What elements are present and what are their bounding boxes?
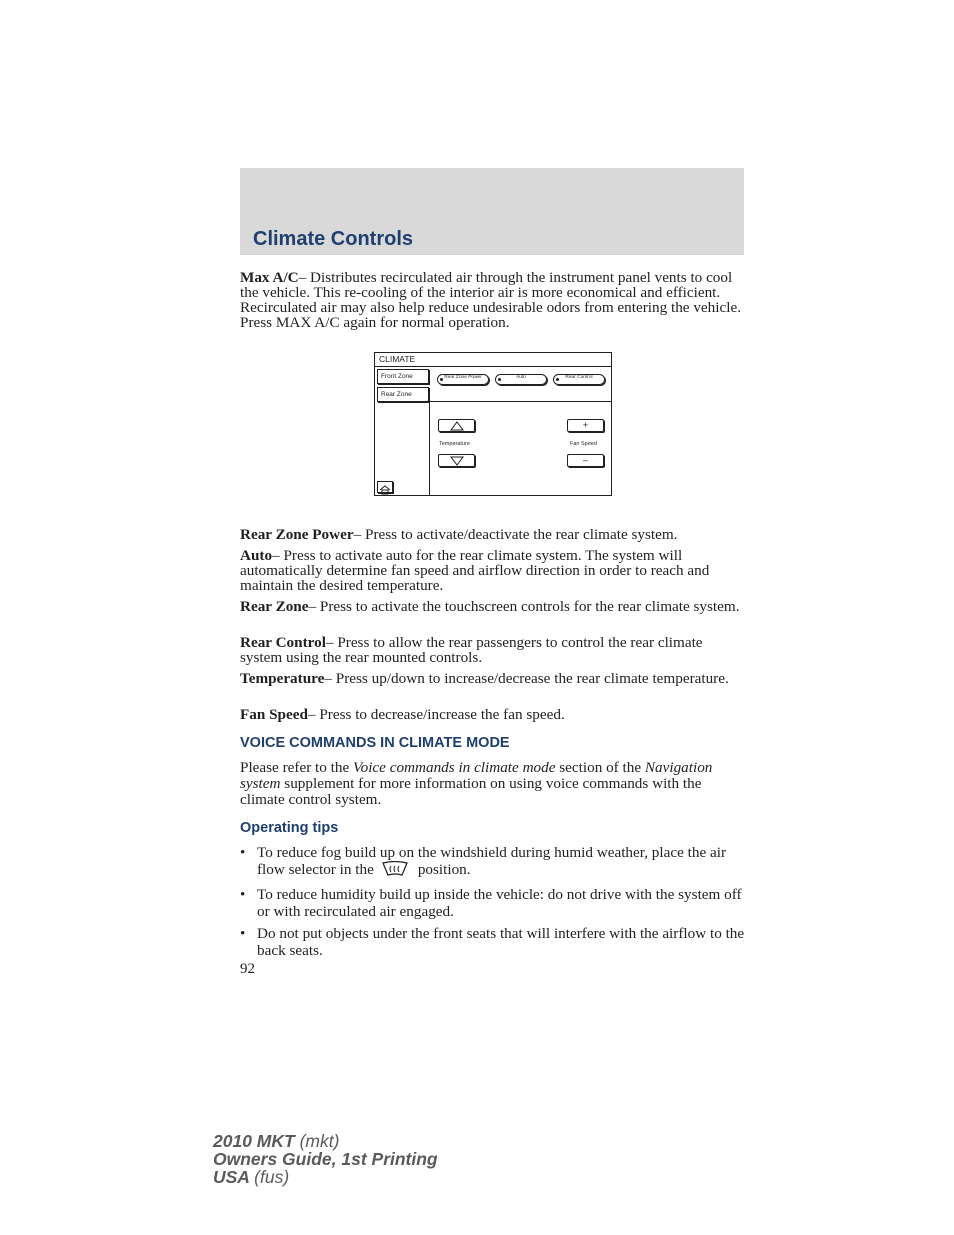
fan-speed-label: Fan Speed [570,441,597,447]
intro-term: Max A/C [240,269,299,286]
definition-text: – Press up/down to increase/decrease the rear climate temperature. [324,670,729,687]
bullet-dot: • [240,925,246,942]
term: Rear Zone Power [240,526,354,543]
fan-speed-plus-button: + [567,419,604,432]
text: Please refer to the [240,759,354,776]
tab-rear-zone: Rear Zone [377,387,429,402]
footer-model-code: (mkt) [299,1131,340,1151]
section-title: Climate Controls [253,228,414,250]
screen-title-divider [375,366,611,367]
footer-region-code: (fus) [254,1167,290,1187]
definition-auto [240,548,745,593]
auto-label: Auto [516,375,526,380]
intro-text: – Distributes recirculated air through the instrument panel vents to cool the vehicle. This re-cooling of the interior air is more economical and efficient. Recirculated air may also help reduce undesirable odors from entering the vehicle. Press MAX A/C again for normal operation. [240,269,741,331]
tab-front-zone: Front Zone [377,369,429,384]
tip-text: Do not put objects under the front seats that will interfere with the airflow to the back seats. [257,925,745,959]
tip-text [257,844,745,878]
footer-edition [213,1132,438,1186]
tip-text-part: To reduce fog build up on the windshield during humid weather, place the air flow selector in the [257,844,727,878]
footer-region: USA [213,1167,255,1187]
intro-paragraph [240,270,745,330]
windshield-defrost-icon [380,861,410,877]
voice-commands-heading: VOICE COMMANDS IN CLIMATE MODE [240,735,510,751]
definition-rear-zone-power [240,527,745,542]
definition-text: – Press to decrease/increase the fan speed. [307,706,565,723]
footer-model: 2010 MKT [213,1131,300,1151]
definition-temperature [240,671,745,686]
definition-rear-zone [240,599,745,614]
page-number: 92 [240,961,255,977]
term: Rear Control [240,634,326,651]
rear-control-label: Rear Control [565,375,593,380]
bullet-dot: • [240,844,246,861]
home-button [377,481,393,493]
footer-line-1 [213,1132,438,1150]
tip-text-part: position. [417,861,471,878]
triangle-up-icon [450,421,464,431]
definition-fan-speed [240,707,745,722]
definition-text: – Press to activate auto for the rear climate system. The system will automatically determine fan speed and airflow direction in order to reach and maintain the desired temperature. [240,547,710,594]
italic-ref: Voice commands in climate mode [353,759,556,776]
temperature-label: Temperature [439,441,470,447]
term: Auto [240,547,273,564]
indicator-led [440,378,443,381]
footer-line-2: Owners Guide, 1st Printing [213,1149,438,1169]
definition-text: – Press to allow the rear passengers to control the rear climate system using the rear mounted controls. [240,634,703,666]
indicator-led [498,378,501,381]
rear-zone-power-label: Rear Zone Power [444,375,482,380]
triangle-down-icon [450,456,464,466]
term: Rear Zone [240,598,309,615]
definition-rear-control [240,635,745,665]
definition-text: – Press to activate the touchscreen controls for the rear climate system. [308,598,740,615]
indicator-led [556,378,559,381]
definition-text: – Press to activate/deactivate the rear climate system. [353,526,678,543]
temperature-up-button [438,419,475,432]
voice-commands-paragraph [240,760,745,808]
rear-control-button [553,374,605,385]
climate-screen-figure [374,352,612,496]
home-icon [378,485,392,495]
panel-top-border [429,401,611,402]
italic-ref: Navigation system [240,759,713,792]
text: section of the [555,759,645,776]
bullet-dot: • [240,886,246,903]
fan-speed-minus-button: – [567,454,604,467]
auto-button [495,374,547,385]
tip-text: To reduce humidity build up inside the vehicle: do not drive with the system off or with recirculated air engaged. [257,886,742,920]
operating-tips-heading: Operating tips [240,820,339,836]
term: Temperature [240,670,325,687]
term: Fan Speed [240,706,308,723]
footer-line-3 [213,1168,438,1186]
temperature-down-button [438,454,475,467]
rear-zone-power-button [437,374,489,385]
text: supplement for more information on using voice commands with the climate control system. [240,775,702,808]
screen-title: CLIMATE [379,354,416,364]
panel-left-border [429,401,430,495]
